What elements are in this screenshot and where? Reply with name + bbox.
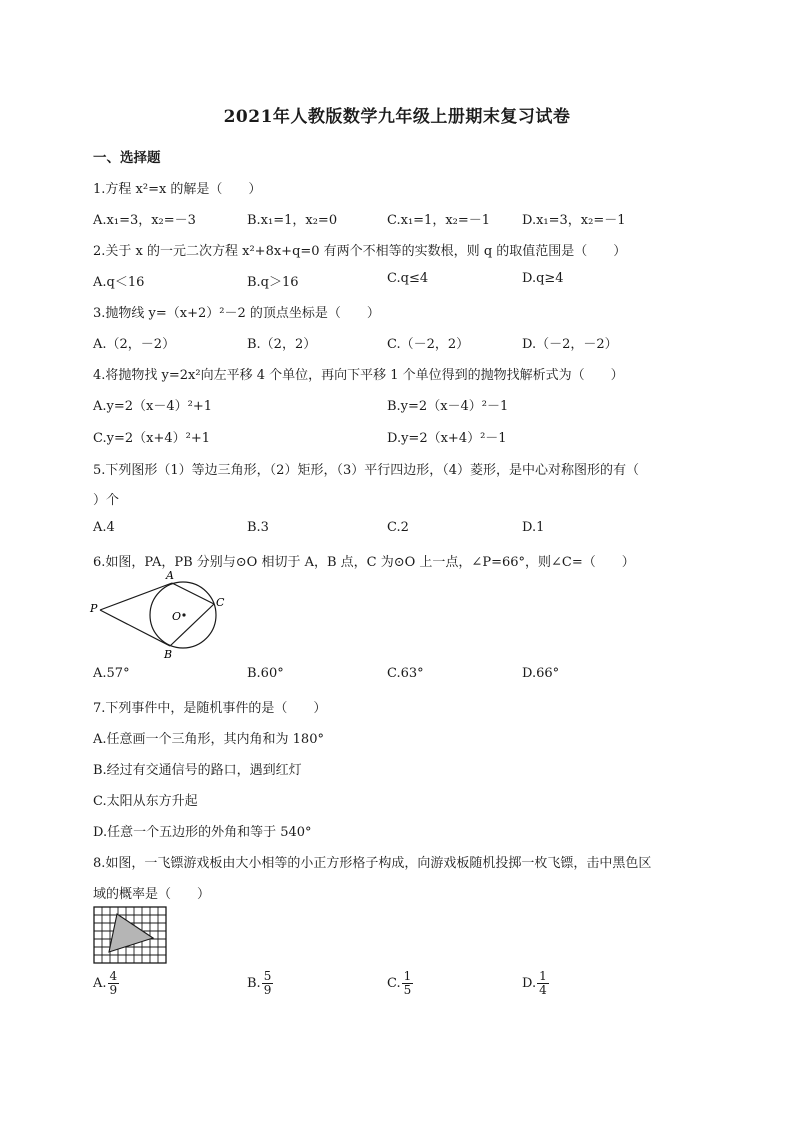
- question-3-stem: 3.抛物线 y=（x+2）²－2 的顶点坐标是（ ）: [93, 306, 380, 321]
- question-8-stem-line-2: 域的概率是（ ）: [93, 887, 211, 902]
- fraction: [262, 970, 274, 997]
- question-5-option-c: C.2: [387, 520, 409, 535]
- fraction-numerator: 4: [109, 969, 118, 983]
- question-4-stem: 4.将抛物找 y=2x²向左平移 4 个单位，再向下平移 1 个单位得到的抛物找解析式为（ ）: [93, 368, 624, 383]
- shaded-triangle: [109, 914, 153, 952]
- question-5-stem-line-1: 5.下列图形（1）等边三角形，（2）矩形，（3）平行四边形，（4）菱形，是中心对称图形的有（: [93, 463, 639, 478]
- label-a: A: [166, 569, 174, 582]
- section-heading: 一、选择题: [93, 150, 161, 166]
- question-1-option-c: C.x₁=1，x₂=－1: [387, 213, 491, 228]
- option-letter: C.: [387, 976, 401, 991]
- question-5-option-b: B.3: [247, 520, 269, 535]
- question-6-option-b: B.60°: [247, 666, 284, 681]
- question-1-stem: 1.方程 x²=x 的解是（ ）: [93, 182, 262, 197]
- question-1-option-d: D.x₁=3，x₂=－1: [522, 213, 626, 228]
- option-letter: D.: [522, 976, 537, 991]
- question-6-option-d: D.66°: [522, 666, 560, 681]
- question-6-stem: 6.如图，PA，PB 分别与⊙O 相切于 A，B 点，C 为⊙O 上一点，∠P=66°，则∠C=（ ）: [93, 555, 635, 570]
- fraction: [402, 970, 414, 997]
- fraction-denominator: 5: [403, 983, 412, 997]
- fraction-numerator: 5: [263, 969, 272, 983]
- option-letter: A.: [93, 976, 107, 991]
- question-3-option-b: B.（2，2）: [247, 337, 317, 352]
- question-8-option-c: [387, 970, 413, 997]
- tangent-pb: [100, 610, 170, 646]
- label-b: B: [164, 648, 173, 660]
- fraction: [108, 970, 120, 997]
- label-p: P: [90, 602, 98, 615]
- center-point: [182, 613, 185, 616]
- question-5-stem-line-2: ）个: [93, 493, 120, 508]
- question-2-stem: 2.关于 x 的一元二次方程 x²+8x+q=0 有两个不相等的实数根，则 q 的取值范围是（ ）: [93, 244, 627, 259]
- question-7-option-a: A.任意画一个三角形，其内角和为 180°: [93, 732, 324, 747]
- fraction: [537, 970, 549, 997]
- label-o: O: [172, 610, 182, 623]
- question-7-option-b: B.经过有交通信号的路口，遇到红灯: [93, 763, 302, 778]
- fraction-numerator: 1: [403, 969, 412, 983]
- question-5-option-a: A.4: [93, 520, 115, 535]
- question-2-option-a: A.q＜16: [93, 275, 145, 290]
- question-4-option-b: B.y=2（x－4）²－1: [387, 399, 509, 414]
- question-8-stem-line-1: 8.如图，一飞镖游戏板由大小相等的小正方形格子构成，向游戏板随机投掷一枚飞镖，击中黑色区: [93, 856, 652, 871]
- question-2-option-c: C.q≤4: [387, 271, 429, 286]
- question-2-option-d: D.q≥4: [522, 271, 564, 286]
- dartboard-grid-figure: [93, 906, 169, 968]
- question-4-option-d: D.y=2（x+4）²－1: [387, 431, 507, 446]
- option-letter: B.: [247, 976, 261, 991]
- question-3-option-d: D.（－2，－2）: [522, 337, 618, 352]
- fraction-denominator: 9: [109, 983, 118, 997]
- question-4-option-c: C.y=2（x+4）²+1: [93, 431, 210, 446]
- question-5-option-d: D.1: [522, 520, 545, 535]
- page-title: 2021年人教版数学九年级上册期末复习试卷: [223, 107, 571, 127]
- fraction-numerator: 1: [539, 969, 547, 983]
- fraction-denominator: 4: [539, 983, 547, 997]
- fraction-denominator: 9: [263, 983, 272, 997]
- question-4-option-a: A.y=2（x－4）²+1: [93, 399, 213, 414]
- question-6-option-c: C.63°: [387, 666, 424, 681]
- question-8-option-b: [247, 970, 273, 997]
- question-3-option-a: A.（2，－2）: [93, 337, 176, 352]
- label-c: C: [216, 596, 225, 609]
- question-3-option-c: C.（－2，2）: [387, 337, 470, 352]
- question-2-option-b: B.q＞16: [247, 275, 299, 290]
- tangent-pa: [100, 583, 172, 610]
- question-6-option-a: A.57°: [93, 666, 130, 681]
- question-8-option-a: [93, 970, 119, 997]
- question-1-option-a: A.x₁=3，x₂=－3: [93, 213, 196, 228]
- tangent-circle-figure: [88, 568, 238, 660]
- question-7-option-d: D.任意一个五边形的外角和等于 540°: [93, 825, 312, 840]
- question-1-option-b: B.x₁=1，x₂=0: [247, 213, 338, 228]
- question-7-stem: 7.下列事件中，是随机事件的是（ ）: [93, 701, 327, 716]
- question-8-option-d: [522, 970, 549, 997]
- question-7-option-c: C.太阳从东方升起: [93, 794, 198, 809]
